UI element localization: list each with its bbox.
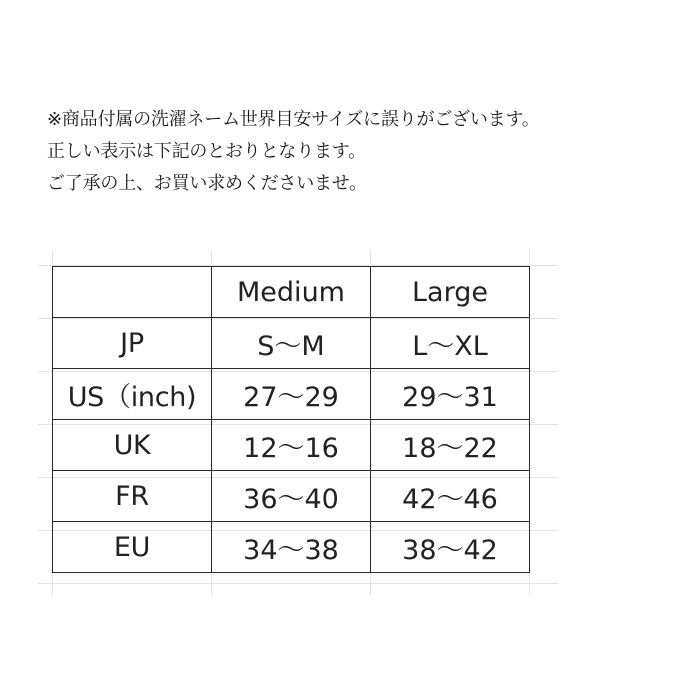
table-cell: S～M [212,318,371,369]
table-cell: 27～29 [212,369,371,420]
table-cell: 18～22 [371,420,530,471]
table-row [53,471,530,522]
table-cell: 34～38 [212,522,371,573]
notice-line-1: ※商品付属の洗濯ネーム世界目安サイズに誤りがございます。 [47,109,540,130]
row-label-eu: EU [53,522,212,573]
table-cell: 36～40 [212,471,371,522]
header-cell-empty [53,267,212,318]
row-label-fr: FR [53,471,212,522]
size-chart-table [52,266,530,573]
table-cell: 12～16 [212,420,371,471]
grid-line [38,583,558,584]
table-cell: 29～31 [371,369,530,420]
table-cell: 42～46 [371,471,530,522]
table-row [53,369,530,420]
table-cell: 38～42 [371,522,530,573]
size-correction-notice [47,104,687,200]
table-cell: L～XL [371,318,530,369]
notice-line-3: ご了承の上、お買い求めくださいませ。 [47,173,367,194]
header-cell-medium: Medium [212,267,371,318]
table-row [53,522,530,573]
row-label-uk: UK [53,420,212,471]
row-label-us: US（inch) [53,369,212,420]
table-row [53,318,530,369]
header-cell-large: Large [371,267,530,318]
notice-line-2: 正しい表示は下記のとおりとなります。 [47,141,366,162]
table-row [53,420,530,471]
table-header-row [53,267,530,318]
row-label-jp: JP [53,318,212,369]
